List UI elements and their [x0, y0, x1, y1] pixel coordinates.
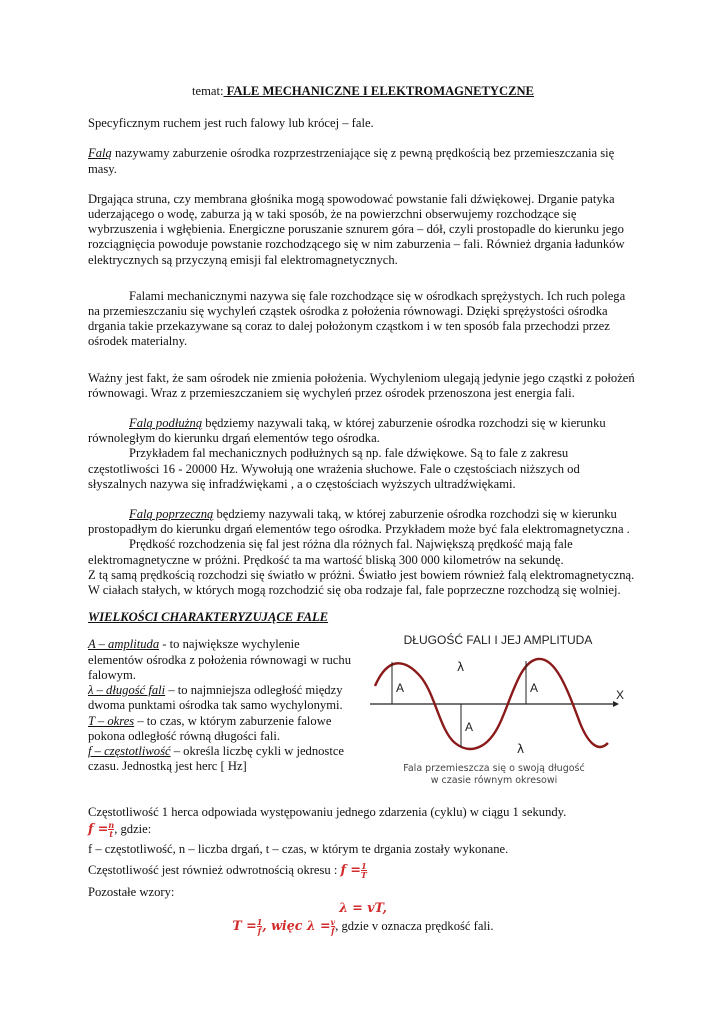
definition-text: – to najmniejsza odległość między dwoma punktami ośrodka tak samo wychylonymi.	[88, 683, 343, 713]
amplitude-label-3: A	[465, 720, 474, 735]
paragraph-transverse	[88, 507, 638, 537]
term: Falą podłużną	[129, 416, 203, 431]
paragraph: W ciałach stałych, w których mogą rozchodzić się oba rodzaje fal, fale poprzeczne rozchodzą się wolniej.	[88, 583, 621, 598]
title-main: FALE MECHANICZNE I ELEKTROMAGNETYCZNE	[223, 84, 534, 98]
formula-wavelength: λ = vT,	[339, 900, 387, 916]
paragraph-definition-wave	[88, 146, 638, 176]
numerator: n	[108, 820, 115, 831]
formula-line-frequency	[88, 821, 638, 839]
denominator: T	[360, 870, 367, 881]
title-prefix: temat:	[192, 84, 224, 98]
definition-text: – określa liczbę cykli w jednostce czasu. Jednostką jest herc [ Hz]	[88, 743, 345, 774]
page-title	[88, 84, 638, 99]
amplitude-label-1: A	[396, 681, 405, 696]
x-axis-label: X	[616, 688, 625, 703]
term: f – częstotliwość	[88, 743, 171, 758]
figure-title: DŁUGOŚĆ FALI I JEJ AMPLITUDA	[403, 633, 593, 648]
denominator: f	[331, 926, 335, 937]
paragraph: Falami mechanicznymi nazywa się fale rozchodzące się w ośrodkach sprężystych. Ich ruch polega na przemieszczaniu się wychyleń cząstek ośrodka z położenia równowagi. Dzięki sprężystości ośrodka drgania takie przekazywane są coraz to dalej położonym cząstkom i w ten sposób fala przechodzi przez ośrodek materialny.	[88, 288, 626, 349]
denominator: t	[109, 829, 114, 840]
formula: f =	[340, 861, 361, 877]
amplitude-label-2: A	[530, 681, 539, 696]
wave-figure	[370, 631, 627, 789]
definitions-list	[88, 637, 356, 774]
formula: , więc λ =	[262, 917, 331, 933]
formula: f =	[88, 820, 109, 836]
definition-item	[88, 714, 356, 744]
term: A – amplituda	[88, 637, 160, 652]
paragraph: Częstotliwość 1 herca odpowiada występowaniu jednego zdarzenia (cyklu) w ciągu 1 sekundy.	[88, 805, 567, 820]
formula-text: Częstotliwość jest również odwrotnością okresu :	[88, 862, 341, 877]
term: Falą	[88, 146, 112, 161]
definition-text: - to największe wychylenie elementów ośrodka z położenia równowagi w ruchu falowym.	[88, 637, 351, 682]
numerator: 1	[256, 917, 263, 928]
numerator: 1	[361, 861, 367, 872]
paragraph: Drgająca struna, czy membrana głośnika mogą spowodować powstanie fali dźwiękowej. Drganie patyka uderzającego o wodę, zaburza ją w taki sposób, że na powierzchni obserwujemy rozchodzące się wybrzuszenia i wgłębienia. Energiczne poruszanie sznurem góra – dół, czyli prostopadle do kierunku jego rozciągnięcia powoduje powstanie rozchodzącego się w nim zaburzenia – fali. Również drgania ładunków elektrycznych są przyczyną emisji fal elektromagnetycznych.	[88, 191, 625, 267]
definition-item	[88, 637, 356, 683]
figure-caption-1: Fala przemieszcza się o swoją długość	[403, 763, 585, 775]
formula: T =	[232, 917, 257, 933]
formula-line-inverse	[88, 862, 638, 880]
definition-item	[88, 744, 356, 774]
paragraph: Specyficznym ruchem jest ruch falowy lub krócej – fale.	[88, 116, 374, 131]
paragraph: Prędkość rozchodzenia się fal jest różna dla różnych fal. Największą prędkość mają fale elektromagnetyczne w próżni. Prędkość ta ma wartość bliską 300 000 kilometrów na sekundę.	[88, 537, 573, 567]
paragraph: Z tą samą prędkością rozchodzi się światło w próżni. Światło jest bowiem również falą elektromagnetyczną.	[88, 567, 635, 582]
denominator: f	[257, 926, 262, 937]
term: λ – długość fali	[88, 683, 166, 698]
term: T – okres	[88, 713, 135, 728]
paragraph: Ważny jest fakt, że sam ośrodek nie zmienia położenia. Wychyleniom ulegają jedynie jego cząstki z położeń równowagi. Wraz z przemieszczaniem się wychyleń przez ośrodek przenoszona jest energia fali.	[88, 370, 635, 400]
definitions-section	[88, 633, 638, 803]
formula-text: , gdzie v oznacza prędkość fali.	[335, 918, 494, 933]
paragraph-text: będziemy nazywali taką, w której zaburzenie ośrodka rozchodzi się w kierunku równoległym do kierunku drgań elementów tego ośrodka.	[88, 416, 606, 446]
wave-diagram	[370, 631, 627, 789]
paragraph: f – częstotliwość, n – liczba drgań, t – czas, w którym te drgania zostały wykonane.	[88, 842, 509, 857]
fraction	[361, 862, 367, 879]
definition-item	[88, 683, 356, 713]
paragraph-longitudinal	[88, 416, 638, 446]
paragraph: Przykładem fal mechanicznych podłużnych są np. fale dźwiękowe. Są to fale z zakresu częstotliwości 16 - 20000 Hz. Wywołują one wrażenia słuchowe. Fale o częstościach niższych od słyszalnych nazywa się infradźwiękami , a o częstościach wyższych ultradźwiękami.	[88, 446, 580, 491]
paragraph: Pozostałe wzory:	[88, 885, 175, 900]
section-heading: WIELKOŚCI CHARAKTERYZUJĄCE FALE	[88, 610, 329, 625]
definition-text: – to czas, w którym zaburzenie falowe pokona odległość równą długości fali.	[88, 713, 332, 743]
formula-period	[88, 918, 638, 936]
term: Falą poprzeczną	[129, 507, 214, 522]
wavelength-label-2: λ	[517, 742, 525, 757]
document-page	[88, 84, 638, 935]
formula-text: , gdzie:	[114, 821, 152, 836]
wavelength-label-1: λ	[457, 660, 465, 675]
paragraph-text: nazywamy zaburzenie ośrodka rozprzestrzeniające się z pewną prędkością bez przemieszczania się masy.	[88, 146, 615, 176]
numerator: v	[330, 917, 336, 928]
figure-caption-2: w czasie równym okresowi	[430, 775, 558, 787]
paragraph-text: będziemy nazywali taką, w której zaburzenie ośrodka rozchodzi się w kierunku prostopadłym do kierunku drgań elementów tego ośrodka. Przykładem może być fala elektromagnetyczna .	[88, 507, 630, 537]
